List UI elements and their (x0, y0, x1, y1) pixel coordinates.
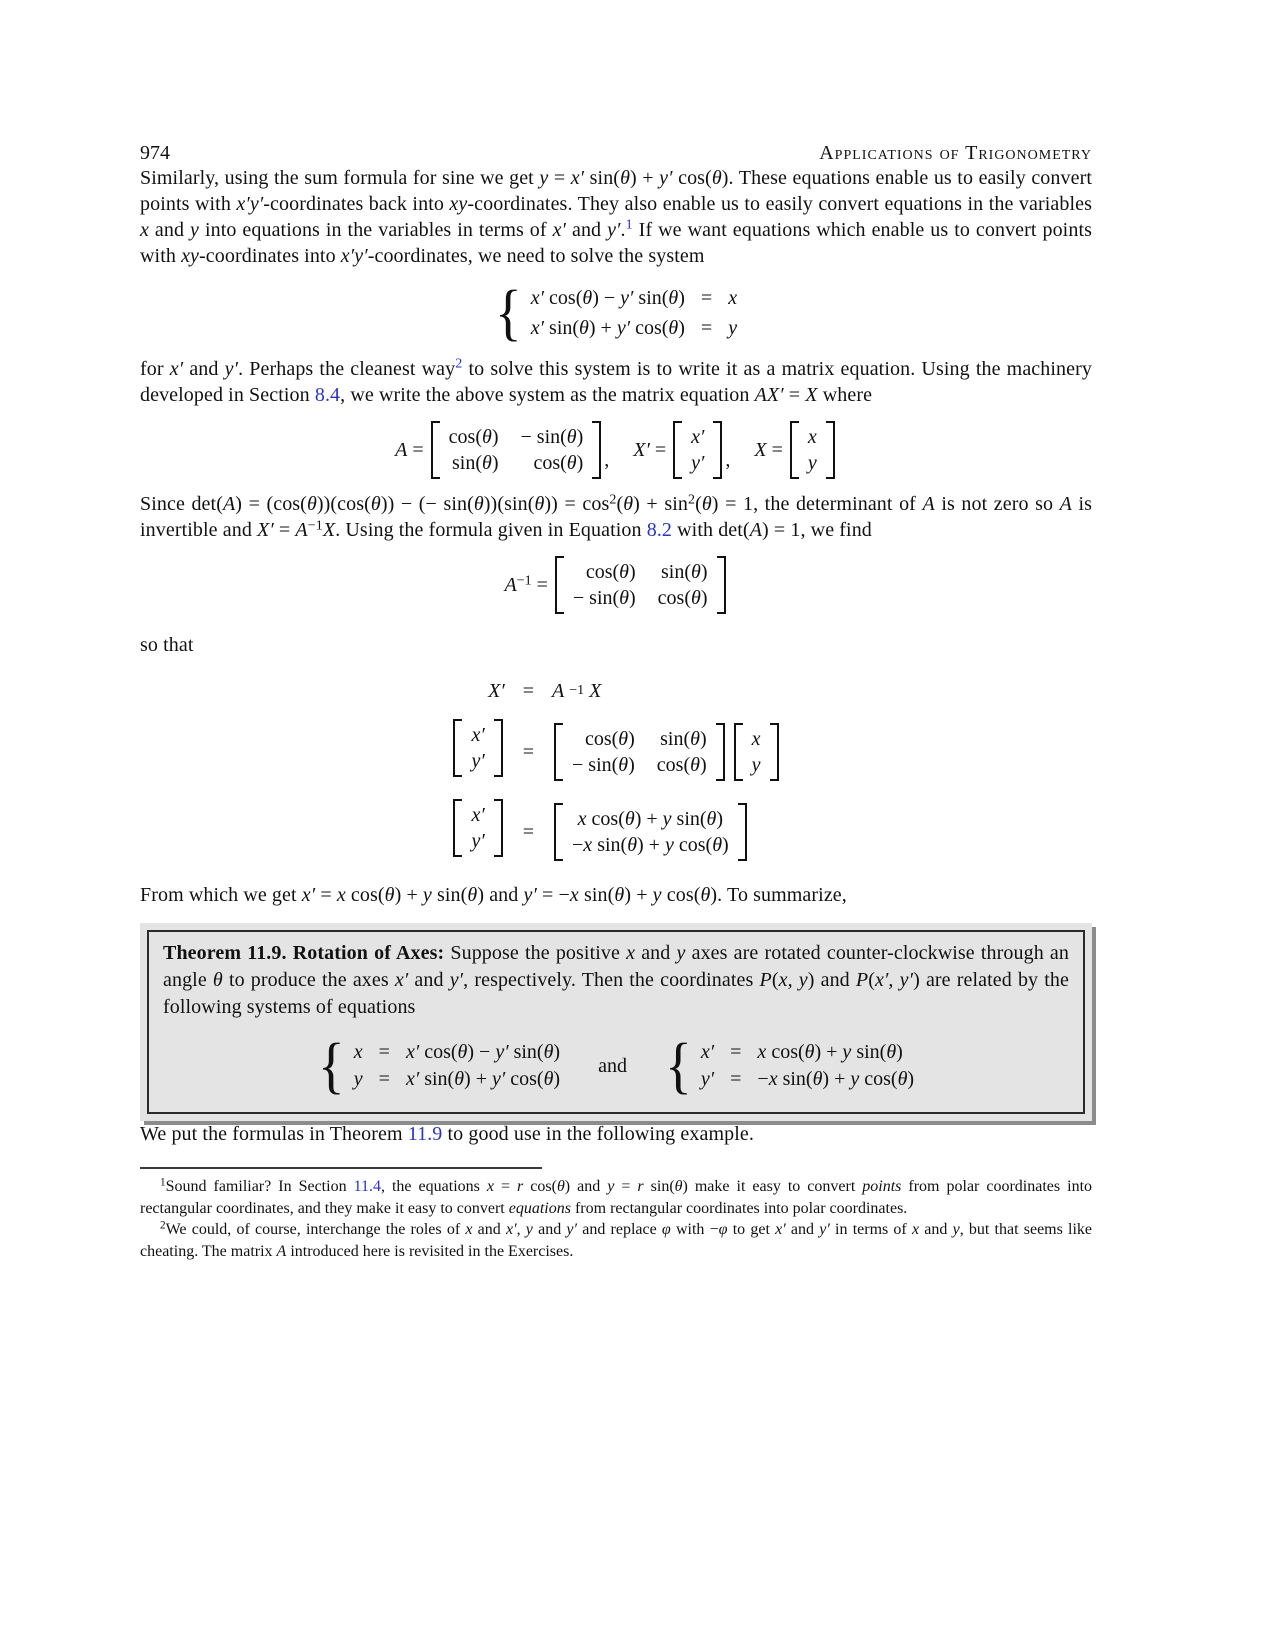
rhs-matrix-product (552, 723, 781, 781)
system-xpyp-equals-xy: { x′ cos(θ) − y′ sin(θ) = x x′ sin(θ) + y′ cos(θ) = y (494, 278, 738, 348)
page-content (140, 142, 1092, 1262)
section-ref-link[interactable]: 11.9 (407, 1123, 443, 1145)
right-bracket (716, 723, 725, 781)
left-bracket (554, 723, 563, 781)
theorem-box (140, 923, 1092, 1121)
equals-sign: = (522, 680, 535, 702)
system-xpyp-from-xy: { x′ = x cos(θ) + y sin(θ) y′ = −x sin(θ) + y cos(θ) (664, 1031, 915, 1101)
paragraph-from-which: From which we get x′ = x cos(θ) + y sin(θ) and y′ = −x sin(θ) + y cos(θ). To summarize, (140, 884, 847, 906)
matrix-A-inverse-label: $A^{-1}$ = (504, 573, 553, 596)
paragraph-similarly: Similarly, using the sum formula for sine we get y = x′ sin(θ) + y′ cos(θ). These equations enable us to easily convert points with x′y′-coordinates back into xy-coordinates. They also enable us to easily convert equations in the variables x and y into equations in the variables in terms of x′ and y′.$^1$ If we want equations which enable us to convert points with xy-coordinates into x′y′-coordinates, we need to solve the system (140, 167, 1093, 267)
lhs-vector (451, 799, 504, 864)
vector-x-prime-y-prime: x′ y′ (453, 799, 502, 857)
section-ref-link[interactable]: 11.4 (353, 1178, 381, 1195)
paragraph-matrix-equation: for x′ and y′. Perhaps the cleanest way$^2$ to solve this system is to write it as a matrix equation. Using the machinery developed in Section 8.4, we write the above system as the matrix equation AX′ = X where (140, 356, 1092, 406)
right-bracket (494, 719, 503, 777)
matrix-A-inverse: cos(θ) sin(θ) − sin(θ) cos(θ) (555, 556, 726, 614)
running-header: Applications of Trigonometry (819, 142, 1092, 164)
display-inverse-matrix (140, 556, 1092, 614)
right-bracket (592, 421, 601, 479)
rhs-result (552, 803, 749, 861)
left-bracket (790, 421, 799, 479)
right-bracket (717, 556, 726, 614)
left-bracket (453, 799, 462, 857)
left-bracket (431, 421, 440, 479)
vector-X-label: X = (754, 439, 788, 461)
vector-x-y: x y (734, 723, 779, 781)
footnote-1: $^1$Sound familiar? In Section 11.4, the equations x = r cos(θ) and y = r sin(θ) make it easy to convert points from polar coordinates into rectangular coordinates, and they make it easy to convert equations from rectangular coordinates into polar coordinates. (140, 1176, 1093, 1217)
page-header (140, 142, 1092, 165)
comma-separator: , (725, 449, 731, 471)
and-label: and (598, 1054, 627, 1077)
system-brace: { (664, 1031, 692, 1101)
vector-X-prime-label: X′ = (633, 439, 672, 461)
left-bracket (734, 723, 743, 781)
section-ref-link[interactable]: 8.2 (646, 519, 673, 541)
inverse-matrix-row (504, 556, 727, 614)
theorem-box-inner (147, 930, 1085, 1114)
right-bracket (738, 803, 747, 861)
lhs-vector (451, 719, 504, 784)
footnote-2: $^2$We could, of course, interchange the roles of x and x′, y and y′ and replace φ with −φ to get x′ and y′ in terms of x and y, but that seems like cheating. The matrix A introduced here is revisited in the Exercises. (140, 1219, 1093, 1260)
footnote-ref-link[interactable]: 1 (625, 217, 633, 233)
display-aligned-derivation (140, 678, 1092, 864)
footnote-rule (140, 1167, 542, 1169)
paragraph-we-put: We put the formulas in Theorem 11.9 to good use in the following example. (140, 1123, 754, 1145)
lhs-X-prime: X′ (488, 680, 505, 702)
display-system-solve (140, 278, 1092, 348)
page-number: 974 (140, 142, 170, 164)
right-bracket (713, 421, 722, 479)
left-bracket (453, 719, 462, 777)
aligned-equations (451, 678, 780, 864)
equals-sign: = (522, 820, 535, 843)
equals-sign: = (522, 740, 535, 763)
system-brace: { (494, 278, 522, 348)
theorem-text: Theorem 11.9. Rotation of Axes: Suppose the positive x and y axes are rotated counter-clockwise through an angle θ to produce the axes x′ and y′, respectively. Then the coordinates P(x, y) and P(x′, y′) are related by the following systems of equations (163, 942, 1069, 1018)
matrix-A-label: A = (395, 439, 429, 461)
system-brace: { (317, 1031, 345, 1101)
matrix-definitions-row (395, 421, 837, 479)
footnote-ref-link[interactable]: 2 (455, 356, 463, 372)
left-bracket (554, 803, 563, 861)
left-bracket (555, 556, 564, 614)
system-xy-from-xpyp: { x = x′ cos(θ) − y′ sin(θ) y = x′ sin(θ) + y′ cos(θ) (317, 1031, 561, 1101)
vector-X-prime: x′ y′ (673, 421, 722, 479)
paragraph-so-that: so that (140, 634, 194, 656)
section-ref-link[interactable]: 8.4 (314, 384, 341, 406)
matrix-A: cos(θ) − sin(θ) sin(θ) cos(θ) (431, 421, 602, 479)
rhs-A-inverse-X: A −1 X (552, 680, 602, 702)
vector-x-prime-y-prime: x′ y′ (453, 719, 502, 777)
vector-X: x y (790, 421, 835, 479)
left-bracket (673, 421, 682, 479)
right-bracket (770, 723, 779, 781)
result-vector: x cos(θ) + y sin(θ) −x sin(θ) + y cos(θ) (554, 803, 747, 861)
theorem-systems (163, 1031, 1069, 1101)
display-matrix-definitions (140, 421, 1092, 479)
right-bracket (494, 799, 503, 857)
rotation-matrix: cos(θ) sin(θ) − sin(θ) cos(θ) (554, 723, 725, 781)
comma-separator: , (604, 449, 610, 471)
paragraph-determinant: Since det(A) = (cos(θ))(cos(θ)) − (− $\sin(\theta))(\sin(\theta)) = \cos^2(\theta) + \sin^2(\theta) = 1$, the determinant of A is not zero so A is invertible and $X' = A^{-1}X$. Using the formula given in Equation 8.2 with det(A) = 1, we find (140, 492, 1092, 541)
right-bracket (826, 421, 835, 479)
